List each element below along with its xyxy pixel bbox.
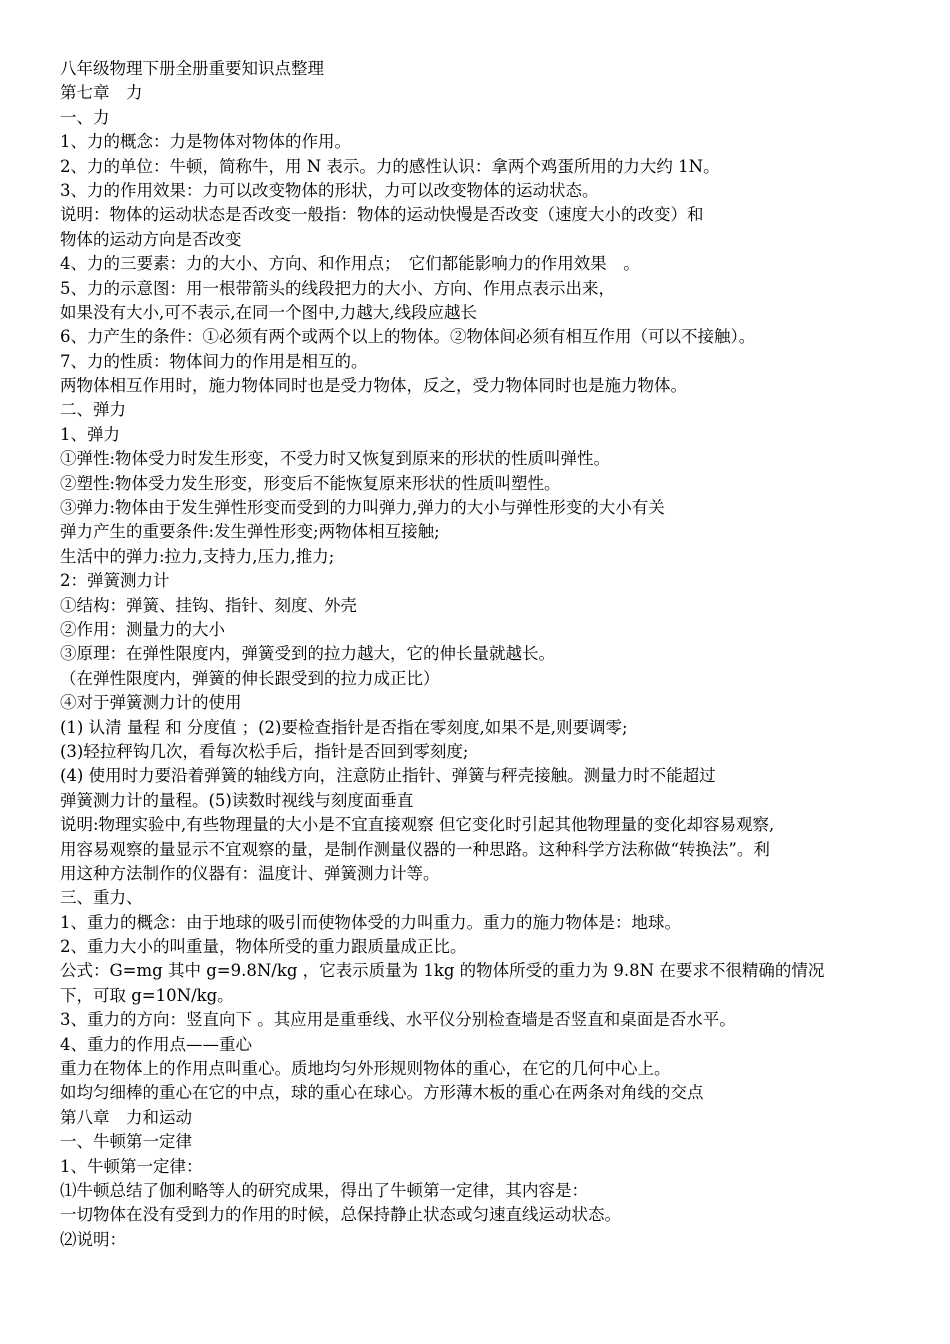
text-line: 如果没有大小,可不表示,在同一个图中,力越大,线段应越长 bbox=[60, 302, 477, 322]
chapter-heading: 第七章 力 bbox=[60, 83, 143, 103]
text-line: ⑵说明： bbox=[60, 1229, 126, 1249]
text-line: 2：弹簧测力计 bbox=[60, 571, 170, 591]
text-line: 1、力的概念：力是物体对物体的作用。 bbox=[60, 132, 351, 152]
text-line: 2、重力大小的叫重量，物体所受的重力跟质量成正比。 bbox=[60, 937, 467, 957]
text-line: ③原理：在弹性限度内，弹簧受到的拉力越大，它的伸长量就越长。 bbox=[60, 644, 555, 664]
text-line: 物体的运动方向是否改变 bbox=[60, 229, 242, 249]
text-line: 4、重力的作用点——重心 bbox=[60, 1034, 252, 1054]
text-line: ②作用：测量力的大小 bbox=[60, 619, 225, 639]
text-line: （在弹性限度内，弹簧的伸长跟受到的拉力成正比） bbox=[60, 668, 440, 688]
text-line: ①结构：弹簧、挂钩、指针、刻度、外壳 bbox=[60, 595, 357, 615]
text-line: 公式：G=mg 其中 g=9.8N/kg ，它表示质量为 1kg 的物体所受的重力为 9.8N 在要求不很精确的情况 bbox=[60, 961, 825, 981]
text-line: 说明：物体的运动状态是否改变一般指：物体的运动快慢是否改变（速度大小的改变）和 bbox=[60, 205, 704, 225]
section-heading: 一、力 bbox=[60, 107, 110, 127]
section-heading: 一、牛顿第一定律 bbox=[60, 1132, 192, 1152]
text-line: 5、力的示意图：用一根带箭头的线段把力的大小、方向、作用点表示出来， bbox=[60, 278, 615, 298]
text-line: ④对于弹簧测力计的使用 bbox=[60, 693, 242, 713]
doc-title: 八年级物理下册全册重要知识点整理 bbox=[60, 59, 324, 78]
text-line: (1) 认清 量程 和 分度值 ；(2)要检查指针是否指在零刻度,如果不是,则要调零; bbox=[60, 717, 628, 737]
text-line: 重力在物体上的作用点叫重心。质地均匀外形规则物体的重心，在它的几何中心上。 bbox=[60, 1059, 671, 1079]
text-line: 1、弹力 bbox=[60, 424, 120, 444]
text-line: ⑴牛顿总结了伽利略等人的研究成果，得出了牛顿第一定律，其内容是： bbox=[60, 1180, 588, 1200]
text-line: ①弹性:物体受力时发生形变，不受力时又恢复到原来的形状的性质叫弹性。 bbox=[60, 449, 611, 469]
text-line: 4、力的三要素：力的大小、方向、和作用点； 它们都能影响力的作用效果 。 bbox=[60, 254, 640, 274]
text-line: 3、力的作用效果：力可以改变物体的形状，力可以改变物体的运动状态。 bbox=[60, 180, 599, 200]
text-line: 用这种方法制作的仪器有：温度计、弹簧测力计等。 bbox=[60, 863, 440, 883]
text-line: 2、力的单位：牛顿，简称牛，用 N 表示。力的感性认识：拿两个鸡蛋所用的力大约 1N。 bbox=[60, 156, 720, 176]
text-line: 6、力产生的条件：①必须有两个或两个以上的物体。②物体间必须有相互作用（可以不接触）。 bbox=[60, 327, 756, 347]
section-heading: 三、重力、 bbox=[60, 888, 143, 908]
text-line: 如均匀细棒的重心在它的中点，球的重心在球心。方形薄木板的重心在两条对角线的交点 bbox=[60, 1083, 704, 1103]
text-line: 说明:物理实验中,有些物理量的大小是不宜直接观察 但它变化时引起其他物理量的变化却容易观察, bbox=[60, 815, 775, 835]
chapter-heading: 第八章 力和运动 bbox=[60, 1107, 192, 1127]
text-line: ②塑性:物体受力发生形变，形变后不能恢复原来形状的性质叫塑性。 bbox=[60, 473, 561, 493]
text-line: 用容易观察的量显示不宜观察的量，是制作测量仪器的一种思路。这种科学方法称做“转换法”。利 bbox=[60, 839, 770, 859]
text-line: 一切物体在没有受到力的作用的时候，总保持静止状态或匀速直线运动状态。 bbox=[60, 1205, 621, 1225]
text-line: 1、重力的概念：由于地球的吸引而使物体受的力叫重力。重力的施力物体是：地球。 bbox=[60, 912, 681, 932]
text-line: 3、重力的方向：竖直向下 。其应用是重垂线、水平仪分别检查墙是否竖直和桌面是否水平。 bbox=[60, 1010, 736, 1030]
section-heading: 二、弹力 bbox=[60, 400, 126, 420]
text-line: 7、力的性质：物体间力的作用是相互的。 bbox=[60, 351, 368, 371]
text-line: 弹力产生的重要条件:发生弹性形变;两物体相互接触; bbox=[60, 522, 440, 542]
text-line: ③弹力:物体由于发生弹性形变而受到的力叫弹力,弹力的大小与弹性形变的大小有关 bbox=[60, 498, 665, 518]
text-line: (4) 使用时力要沿着弹簧的轴线方向，注意防止指针、弹簧与秤壳接触。测量力时不能超过 bbox=[60, 766, 716, 786]
text-line: (3)轻拉秤钩几次，看每次松手后，指针是否回到零刻度; bbox=[60, 741, 469, 761]
text-line: 生活中的弹力:拉力,支持力,压力,推力; bbox=[60, 546, 335, 566]
text-line: 1、牛顿第一定律： bbox=[60, 1156, 203, 1176]
text-line: 两物体相互作用时，施力物体同时也是受力物体，反之，受力物体同时也是施力物体。 bbox=[60, 376, 687, 396]
text-line: 弹簧测力计的量程。(5)读数时视线与刻度面垂直 bbox=[60, 790, 414, 810]
text-line: 下，可取 g=10N/kg。 bbox=[60, 985, 234, 1005]
